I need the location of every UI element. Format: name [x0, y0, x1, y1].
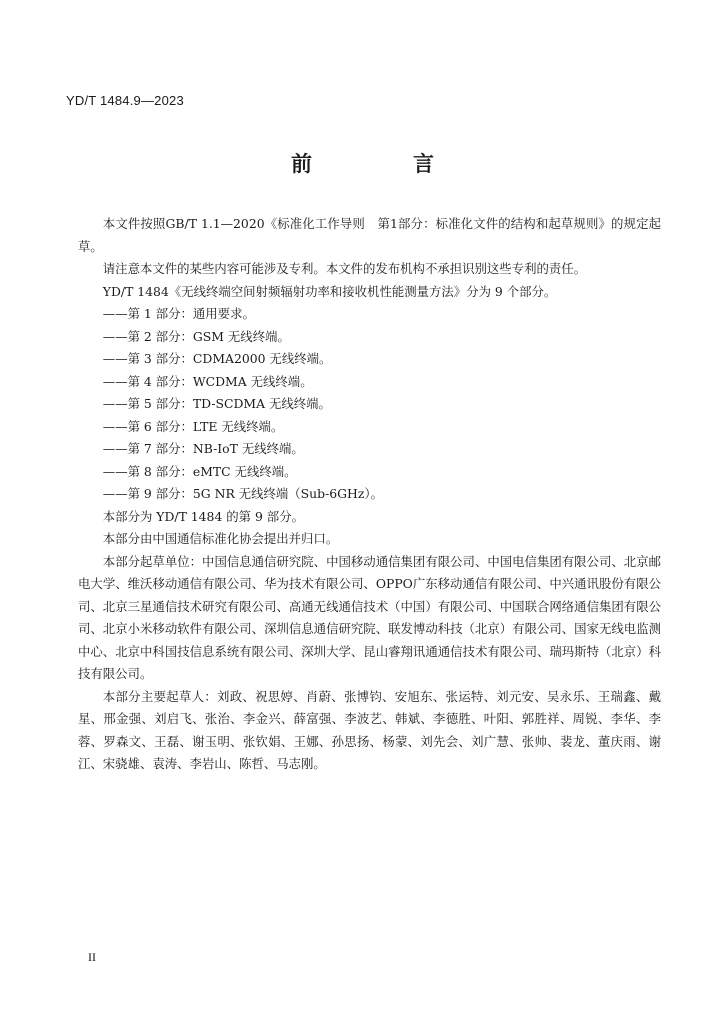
part-list-item: ——第 3 部分：CDMA2000 无线终端。 — [102, 351, 332, 366]
part-list-item: ——第 2 部分：GSM 无线终端。 — [102, 328, 290, 344]
paragraph-part-statement: 本部分为 YD/T 1484 的第 9 部分。 — [102, 508, 304, 524]
page-number: II — [88, 950, 96, 964]
part-list-item: ——第 7 部分：NB-IoT 无线终端。 — [102, 441, 304, 456]
page-title: 前 言 — [291, 152, 474, 176]
paragraph-series-intro: YD/T 1484《无线终端空间射频辐射功率和接收机性能测量方法》分为 9 个部分。 — [102, 283, 557, 299]
part-list-item: ——第 6 部分：LTE 无线终端。 — [102, 418, 284, 434]
document-code: YD/T 1484.9—2023 — [66, 93, 184, 108]
part-list-item: ——第 9 部分：5G NR 无线终端（Sub-6GHz）。 — [102, 486, 383, 501]
paragraph-drafting-units: 本部分起草单位：中国信息通信研究院、中国移动通信集团有限公司、中国电信集团有限公司、北京邮电大学、维沃移动通信有限公司、华为技术有限公司、OPPO广东移动通信有限公司、中兴通讯股份有限公司、北京三星通信技术研究有限公司、高通无线通信技术（中国）有限公司、中国联合网络通信集团有限公司、北京小米移动软件有限公司、深圳信息通信研究院、联发博动科技（北京）有限公司、国家无线电监测中心、北京中科国技信息系统有限公司、深圳大学、昆山睿翔讯通通信技术有限公司、瑞玛斯特（北京）科技有限公司。 — [78, 553, 661, 681]
paragraph-patent-notice: 请注意本文件的某些内容可能涉及专利。本文件的发布机构不承担识别这些专利的责任。 — [102, 261, 587, 276]
part-list-item: ——第 4 部分：WCDMA 无线终端。 — [102, 373, 313, 389]
part-list-item: ——第 5 部分：TD-SCDMA 无线终端。 — [102, 396, 331, 411]
part-list-item: ——第 8 部分：eMTC 无线终端。 — [102, 463, 297, 479]
foreword-body — [78, 213, 661, 776]
paragraph-drafting-basis: 本文件按照GB/T 1.1—2020《标准化工作导则 第1部分：标准化文件的结构和起草规则》的规定起草。 — [78, 216, 661, 254]
paragraph-proposer: 本部分由中国通信标准化协会提出并归口。 — [102, 531, 339, 546]
paragraph-drafters: 本部分主要起草人：刘政、祝思婷、肖蔚、张博钧、安旭东、张运特、刘元安、吴永乐、王瑞鑫、戴星、邢金强、刘启飞、张治、李金兴、薛富强、李波艺、韩斌、李德胜、叶阳、郭胜祥、周锐、李华、李蓉、罗森文、王磊、谢玉明、张钦娟、王娜、孙思扬、杨蒙、刘先会、刘广慧、张帅、裴龙、董庆雨、谢江、宋骁雄、袁涛、李岩山、陈哲、马志刚。 — [78, 688, 661, 771]
part-list-item: ——第 1 部分：通用要求。 — [102, 306, 255, 321]
